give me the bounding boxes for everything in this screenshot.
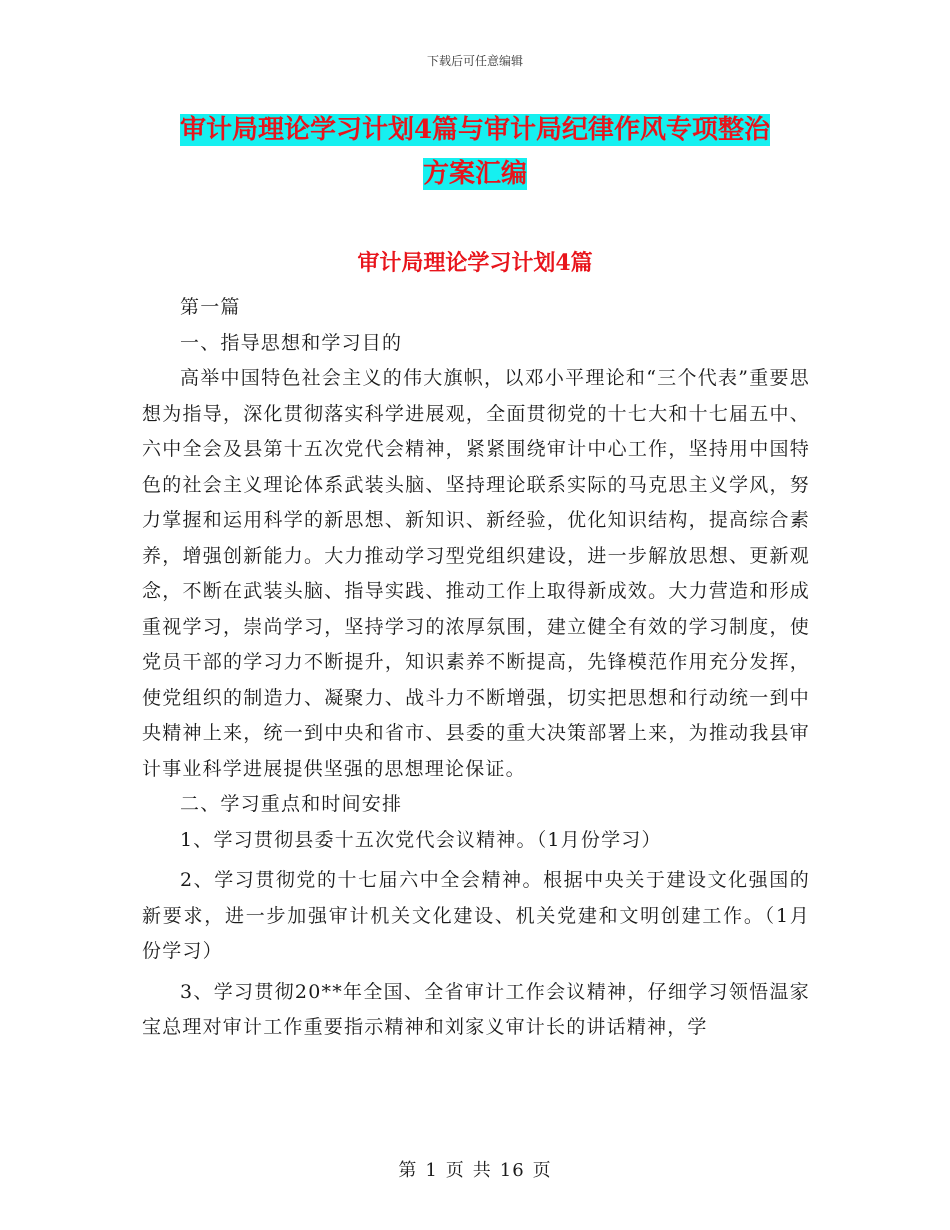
document-body (142, 290, 810, 1046)
list-item-2: 2、学习贯彻党的十七届六中全会精神。根据中央关于建设文化强国的新要求，进一步加强审计机关文化建设、机关党建和文明创建工作。（1月份学习） (142, 869, 810, 962)
subheading-guiding-ideology: 一、指导思想和学习目的 (180, 331, 403, 354)
document-title-line-2: 方案汇编 (422, 159, 527, 189)
document-title-line-1: 审计局理论学习计划4篇与审计局纪律作风专项整治 (179, 115, 771, 145)
header-note: 下载后可任意编辑 (426, 54, 523, 68)
list-item-1: 1、学习贯彻县委十五次党代会议精神。（1月份学习） (180, 828, 662, 851)
page-footer: 第 1 页 共 16 页 (398, 1160, 552, 1181)
list-item-3: 3、学习贯彻20**年全国、全省审计工作会议精神，仔细学习领悟温家宝总理对审计工作重要指示精神和刘家义审计长的讲话精神，学 (142, 980, 810, 1038)
section-title: 审计局理论学习计划4篇 (357, 250, 593, 276)
total-pages: 16 (499, 1160, 525, 1181)
page-number: 1 (425, 1160, 438, 1181)
subheading-study-focus: 二、学习重点和时间安排 (180, 793, 403, 815)
document-title (140, 108, 810, 196)
paragraph-guiding-ideology: 高举中国特色社会主义的伟大旗帜，以邓小平理论和“三个代表”重要思想为指导，深化贯彻落实科学进展观，全面贯彻党的十七大和十七届五中、六中全会及县第十五次党代会精神，紧紧围绕审计中心工作，坚持用中国特色的社会主义理论体系武装头脑、坚持理论联系实际的马克思主义学风，努力掌握和运用科学的新思想、新知识、新经验，优化知识结构，提高综合素养，增强创新能力。大力推动学习型党组织建设，进一步解放思想、更新观念，不断在武装头脑、指导实践、推动工作上取得新成效。大力营造和形成重视学习，崇尚学习，坚持学习的浓厚氛围，建立健全有效的学习制度，使党员干部的学习力不断提升，知识素养不断提高，先锋模范作用充分发挥，使党组织的制造力、凝聚力、战斗力不断增强，切实把思想和行动统一到中央精神上来，统一到中央和省市、县委的重大决策部署上来，为推动我县审计事业科学进展提供坚强的思想理论保证。 (142, 367, 810, 780)
part-heading: 第一篇 (180, 296, 241, 318)
